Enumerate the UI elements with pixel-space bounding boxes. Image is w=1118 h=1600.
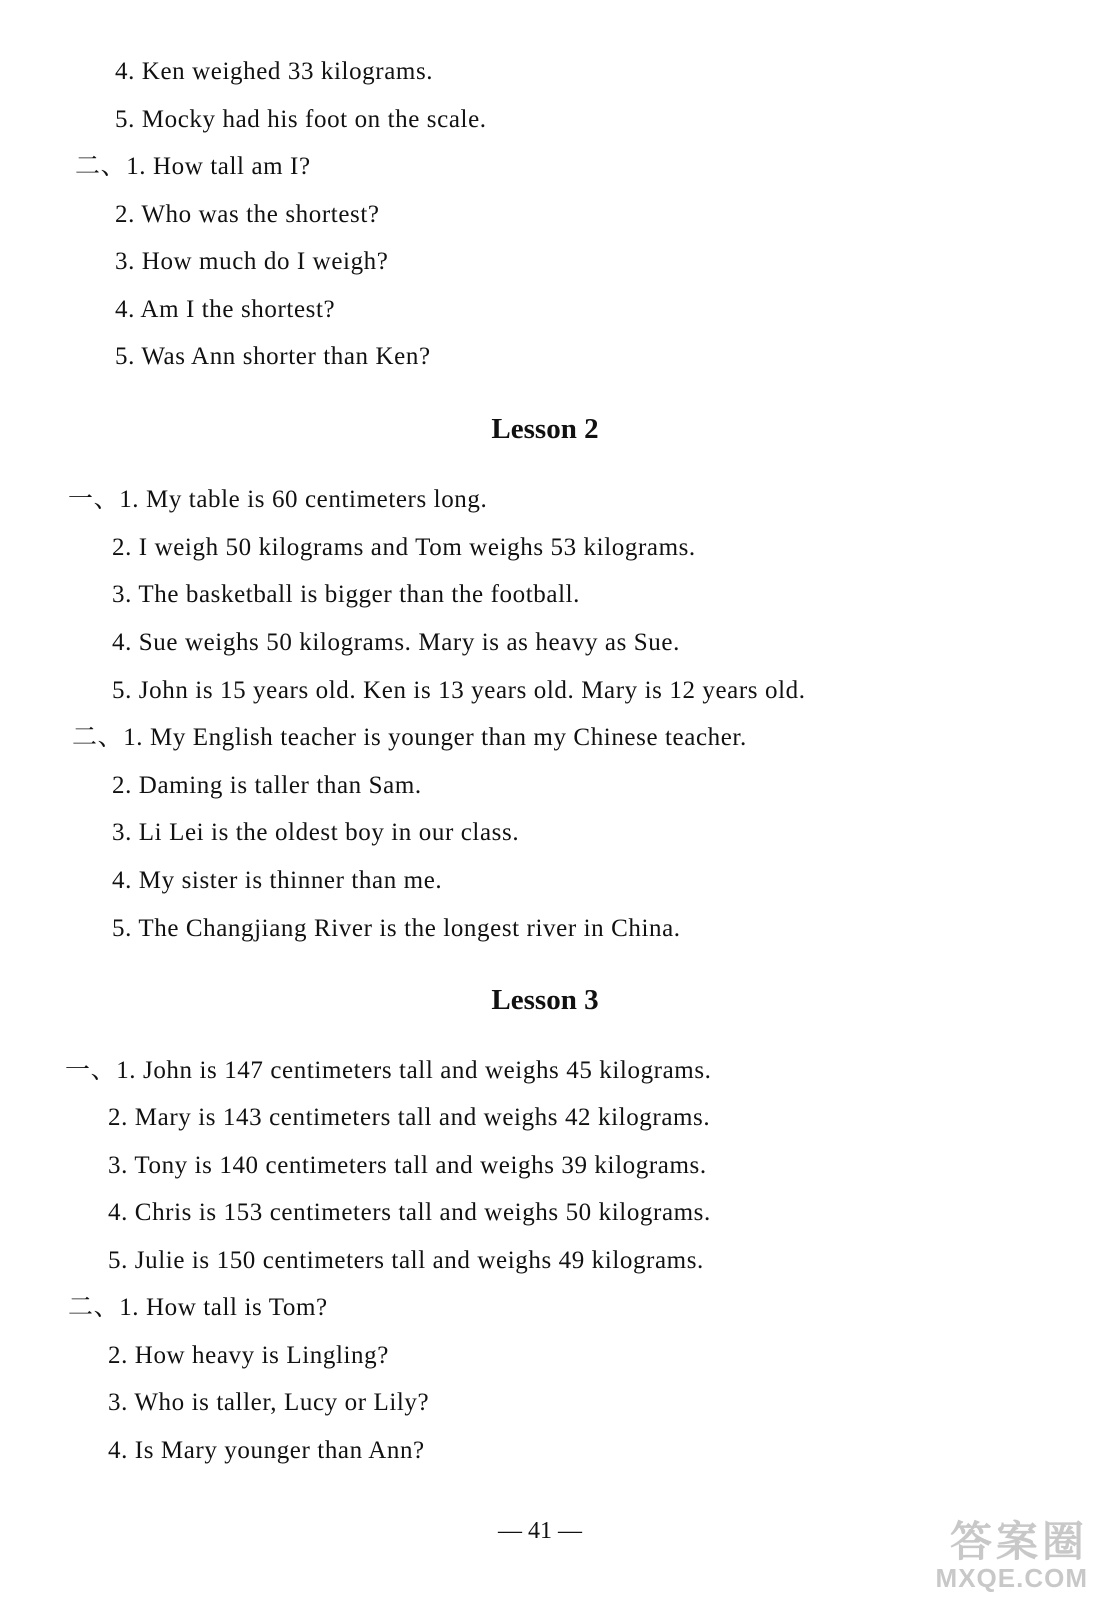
watermark-domain: MXQE.COM xyxy=(935,1563,1088,1593)
answer-line: 3. The basketball is bigger than the football. xyxy=(112,581,581,608)
section-one-line: 一、1. My table is 60 centimeters long. xyxy=(68,486,488,513)
answer-line: 2. Mary is 143 centimeters tall and weighs 42 kilograms. xyxy=(108,1104,711,1131)
answer-line: 5. Mocky had his foot on the scale. xyxy=(115,106,487,133)
answer-line: 2. How heavy is Lingling? xyxy=(108,1342,389,1369)
watermark-logo-text: 答案圈 xyxy=(949,1518,1088,1565)
lesson-heading: Lesson 2 xyxy=(491,413,599,445)
answer-line: 4. Is Mary younger than Ann? xyxy=(108,1437,425,1464)
section-two-line: 二、1. My English teacher is younger than my Chinese teacher. xyxy=(72,724,747,751)
answer-line: 3. Li Lei is the oldest boy in our class. xyxy=(112,819,520,846)
answer-line: 3. How much do I weigh? xyxy=(115,248,389,275)
answer-line: 4. Am I the shortest? xyxy=(115,296,336,323)
answer-line: 3. Who is taller, Lucy or Lily? xyxy=(108,1389,430,1416)
answer-line: 2. Daming is taller than Sam. xyxy=(112,772,422,799)
section-two-line: 二、1. How tall is Tom? xyxy=(68,1294,328,1321)
answer-line: 2. I weigh 50 kilograms and Tom weighs 53 kilograms. xyxy=(112,534,696,561)
answer-line: 5. Julie is 150 centimeters tall and weighs 49 kilograms. xyxy=(108,1247,704,1274)
answer-line: 4. Sue weighs 50 kilograms. Mary is as heavy as Sue. xyxy=(112,629,680,656)
answer-line: 3. Tony is 140 centimeters tall and weighs 39 kilograms. xyxy=(108,1152,707,1179)
section-one-line: 一、1. John is 147 centimeters tall and weighs 45 kilograms. xyxy=(65,1057,712,1084)
lesson-heading: Lesson 3 xyxy=(491,984,599,1016)
answer-line: 2. Who was the shortest? xyxy=(115,201,380,228)
page-number: — 41 — xyxy=(498,1518,582,1544)
answer-line: 4. Chris is 153 centimeters tall and weighs 50 kilograms. xyxy=(108,1199,711,1226)
answer-line: 5. The Changjiang River is the longest river in China. xyxy=(112,915,681,942)
answer-line: 5. Was Ann shorter than Ken? xyxy=(115,343,431,370)
section-two-line: 二、1. How tall am I? xyxy=(75,153,311,180)
answer-line: 4. Ken weighed 33 kilograms. xyxy=(115,58,434,85)
answer-line: 5. John is 15 years old. Ken is 13 years old. Mary is 12 years old. xyxy=(112,677,806,704)
site-watermark xyxy=(936,1520,1088,1592)
answer-line: 4. My sister is thinner than me. xyxy=(112,867,443,894)
